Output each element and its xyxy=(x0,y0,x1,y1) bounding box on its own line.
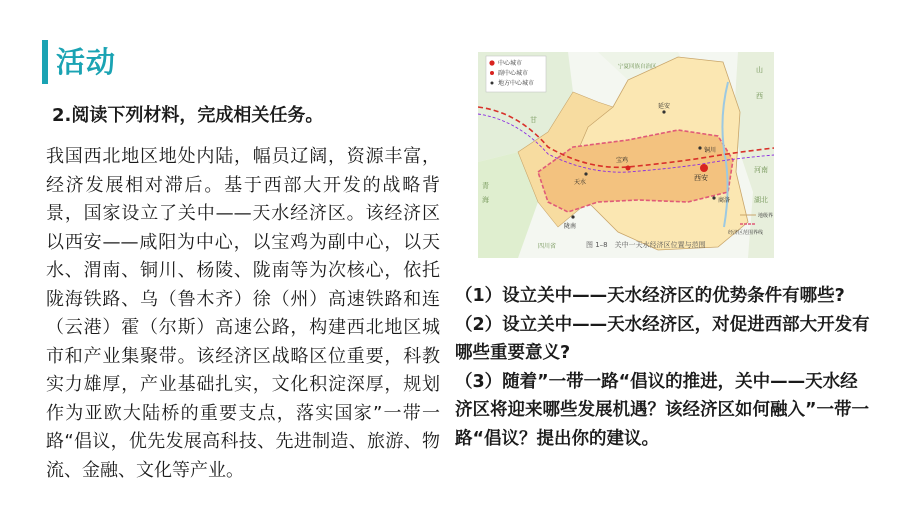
city-tongchuan-label: 铜川 xyxy=(704,147,717,154)
legend-bottom-label-1: 地级界 xyxy=(758,213,774,219)
region-shan-label: 山 xyxy=(756,66,763,74)
question-list xyxy=(455,282,875,453)
city-longnan-marker xyxy=(571,215,574,218)
legend-subcenter-label: 副中心城市 xyxy=(498,70,529,77)
region-hai-label: 海 xyxy=(482,196,489,204)
material-paragraph: 我国西北地区地处内陆，幅员辽阔，资源丰富，经济发展相对滞后。基于西部大开发的战略背景，国家设立了关中——天水经济区。该经济区以西安——咸阳为中心，以宝鸡为副中心，以天水、渭南、铜川、杨陵、陇南等为次核心，依托陇海铁路、乌（鲁木齐）徐（州）高速铁路和连（云港）霍（尔斯）高速公路，构建西北地区城市和产业集聚带。该经济区战略区位重要，科教实力雄厚，产业基础扎实，文化积淀深厚，规划作为亚欧大陆桥的重要支点，落实国家”一带一路“倡议，优先发展高科技、先进制造、旅游、物流、金融、文化等产业。 xyxy=(46,146,440,481)
legend-center-label: 中心城市 xyxy=(498,60,523,67)
city-yanan-marker xyxy=(662,110,665,113)
task-heading: 2.阅读下列材料，完成相关任务。 xyxy=(52,105,324,126)
region-ningxia-label: 宁夏回族自治区 xyxy=(618,64,657,70)
legend-subcenter-marker xyxy=(490,71,494,75)
city-tianshui-label: 天水 xyxy=(574,179,587,186)
page-title: 活动 xyxy=(56,45,117,79)
map-caption: 图 1–8 关中一天水经济区位置与范围 xyxy=(586,241,706,249)
region-qing-label: 青 xyxy=(482,182,489,190)
title-accent-bar xyxy=(42,40,48,84)
legend-local-label: 地方中心城市 xyxy=(498,80,535,87)
city-xian-marker xyxy=(700,164,708,172)
legend-center-marker xyxy=(489,60,494,65)
region-hubei-label: 湖北 xyxy=(754,196,768,204)
legend-local-marker xyxy=(491,82,494,85)
question-2: （2）设立关中——天水经济区，对促进西部大开发有哪些重要意义? xyxy=(455,314,870,363)
region-gansu-label: 甘 xyxy=(530,116,537,124)
city-shangluo-label: 商洛 xyxy=(718,197,731,204)
city-xian-label: 西安 xyxy=(694,174,708,182)
city-tianshui-marker xyxy=(584,172,587,175)
city-yanan-label: 延安 xyxy=(658,103,671,110)
region-sichuan-label: 四川省 xyxy=(538,243,557,250)
region-henan-label: 河南 xyxy=(754,166,768,174)
city-longnan-label: 陇南 xyxy=(564,223,577,230)
question-3: （3）随着”一带一路“倡议的推进，关中——天水经济区将迎来哪些发展机遇？该经济区如何融入”一带一路“倡议？提出你的建议。 xyxy=(455,371,869,449)
question-1: （1）设立关中——天水经济区的优势条件有哪些? xyxy=(455,286,845,306)
city-shangluo-marker xyxy=(712,196,715,199)
region-xi-label: 西 xyxy=(756,92,763,100)
city-tongchuan-marker xyxy=(698,146,701,149)
city-baoji-label: 宝鸡 xyxy=(616,157,629,164)
economic-zone-map xyxy=(478,52,774,258)
city-baoji-marker xyxy=(626,166,631,171)
legend-bottom-label-2: 经济区范围界线 xyxy=(728,230,764,236)
